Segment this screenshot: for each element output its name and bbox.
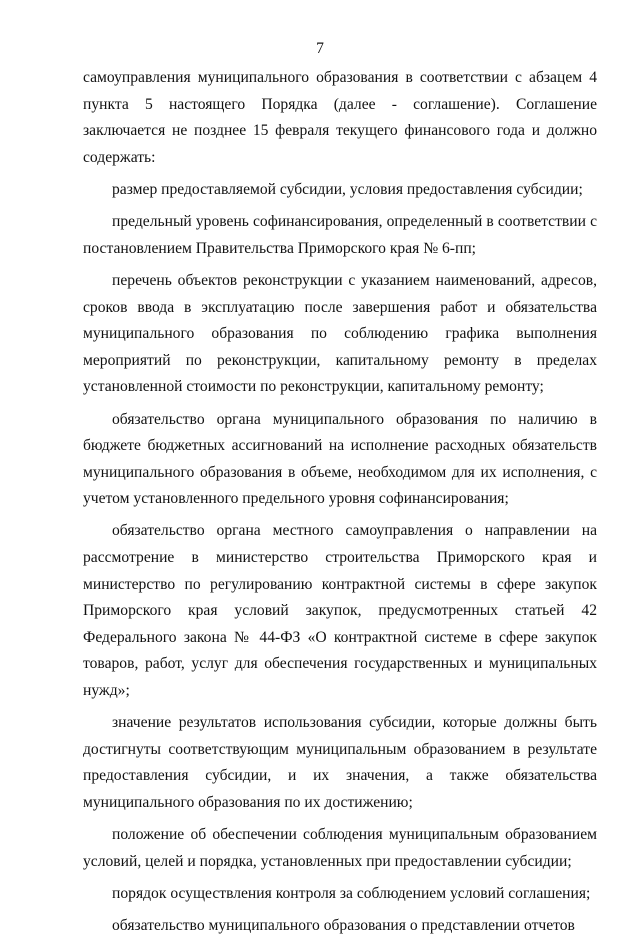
paragraph: обязательство муниципального образования о представлении отчетов xyxy=(112,917,575,935)
body-text xyxy=(83,65,597,945)
paragraph: порядок осуществления контроля за соблюдением условий соглашения; xyxy=(112,884,591,902)
paragraph: перечень объектов реконструкции с указанием наименований, адресов, сроков ввода в эксплуатацию после завершения работ и обязательства муниципального образования по соблюдению графика выполнения мероприятий по реконструкции, капитальному ремонту в пределах установленной стоимости по реконструкции, капитальному ремонту; xyxy=(83,271,597,396)
paragraph: самоуправления муниципального образования в соответствии с абзацем 4 пункта 5 настоящего Порядка (далее - соглашение). Соглашение заключается не позднее 15 февраля текущего финансового года и должно содержать: xyxy=(83,69,597,166)
paragraph: обязательство органа муниципального образования по наличию в бюджете бюджетных ассигнований на исполнение расходных обязательств муниципального образования в объеме, необходимом для их исполнения, с учетом установленного предельного уровня софинансирования; xyxy=(83,410,597,508)
paragraph: размер предоставляемой субсидии, условия предоставления субсидии; xyxy=(112,180,583,198)
page-number: 7 xyxy=(316,40,324,57)
paragraph: значение результатов использования субсидии, которые должны быть достигнуты соответствующим муниципальным образованием в результате предоставления субсидии, и их значения, а также обязательства муниципального образования по их достижению; xyxy=(83,714,597,811)
paragraph: положение об обеспечении соблюдения муниципальным образованием условий, целей и порядка, установленных при предоставлении субсидии; xyxy=(83,826,597,870)
paragraph: предельный уровень софинансирования, определенный в соответствии с постановлением Правительства Приморского края № 6-пп; xyxy=(83,213,597,257)
paragraph: обязательство органа местного самоуправления о направлении на рассмотрение в министерство строительства Приморского края и министерство по регулированию контрактной системы в сфере закупок Приморского края условий закупок, предусмотренных статьей 42 Федерального закона № 44-ФЗ «О контрактной системе в сфере закупок товаров, работ, услуг для обеспечения государственных и муниципальных нужд»; xyxy=(83,522,597,700)
